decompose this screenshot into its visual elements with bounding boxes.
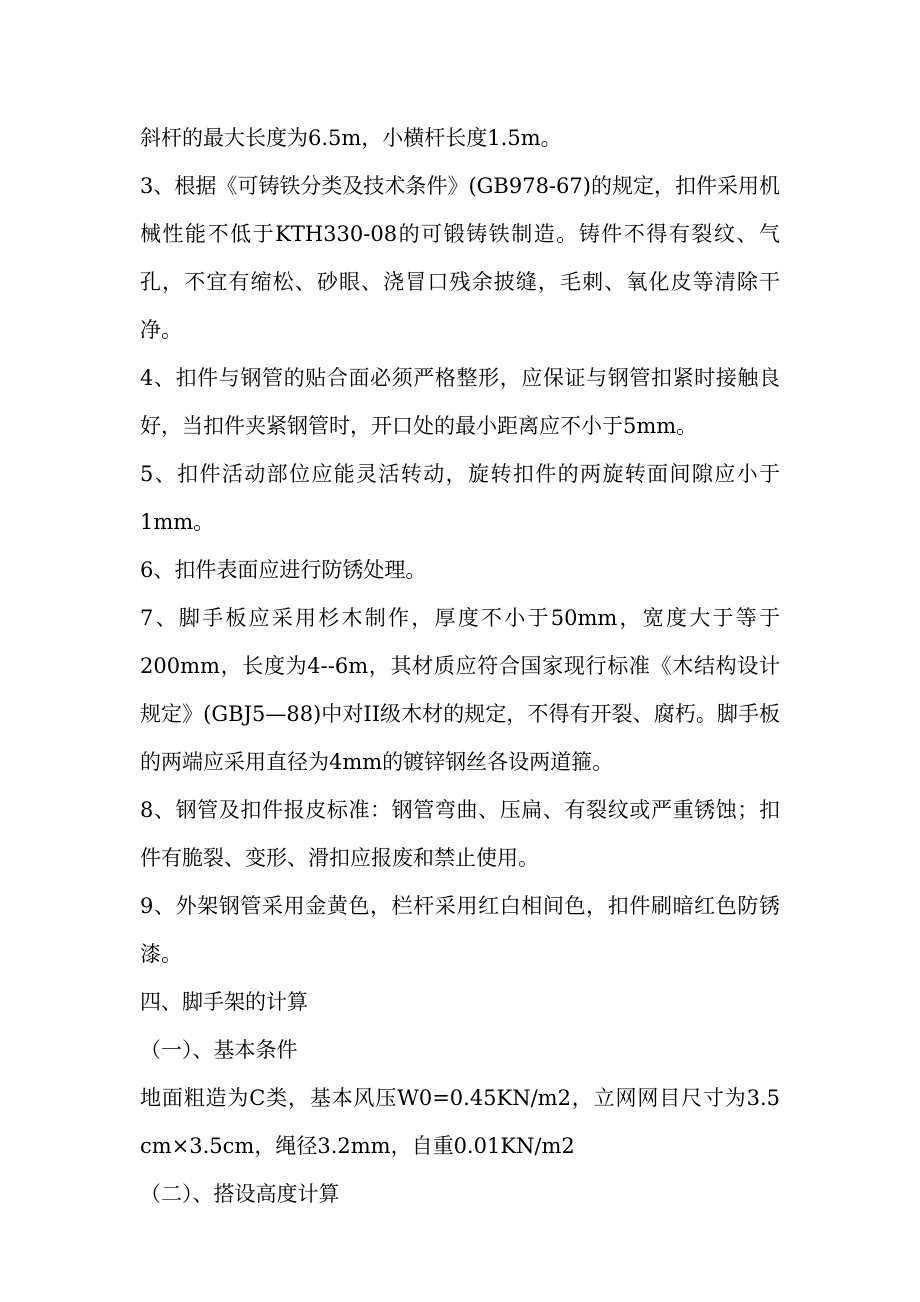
paragraph-6-anti-rust: 6、扣件表面应进行防锈处理。 [140,558,427,582]
subsection-heading-basic-conditions: （一）、基本条件 [140,1038,298,1062]
section-heading-calculation: 四、脚手架的计算 [140,990,308,1014]
paragraph-diagonal-rod-length: 斜杆的最大长度为6.5m，小横杆长度1.5m。 [140,126,562,150]
paragraph-4-fastener-contact-surface: 4、扣件与钢管的贴合面必须严格整形，应保证与钢管扣紧时接触良好，当扣件夹紧钢管时，开口处的最小距离应不小于5mm。 [140,366,780,438]
paragraph-5-fastener-rotation: 5、扣件活动部位应能灵活转动，旋转扣件的两旋转面间隙应小于1mm。 [140,462,780,534]
paragraph-7-scaffold-board: 7、脚手板应采用杉木制作，厚度不小于50mm，宽度大于等于200mm，长度为4--6m，其材质应符合国家现行标准《木结构设计规定》(GBJ5—88)中对II级木材的规定，不得有开裂、腐朽。脚手板的两端应采用直径为4mm的镀锌钢丝各设两道箍。 [140,606,780,774]
document-page [140,114,780,1218]
paragraph-8-scrap-standard: 8、钢管及扣件报皮标准：钢管弯曲、压扁、有裂纹或严重锈蚀；扣件有脆裂、变形、滑扣应报废和禁止使用。 [140,798,780,870]
paragraph-wind-pressure: 地面粗造为C类，基本风压W0=0.45KN/m2，立网网目尺寸为3.5 cm×3.5cm，绳径3.2mm，自重0.01KN/m2 [140,1086,780,1158]
paragraph-3-malleable-iron-fasteners: 3、根据《可铸铁分类及技术条件》(GB978-67)的规定，扣件采用机械性能不低于KTH330-08的可锻铸铁制造。铸件不得有裂纹、气孔，不宜有缩松、砂眼、浇冒口残余披缝，毛刺、氧化皮等清除干净。 [140,174,780,342]
subsection-heading-height-calculation: （二）、搭设高度计算 [140,1182,340,1206]
paragraph-9-paint-colors: 9、外架钢管采用金黄色，栏杆采用红白相间色，扣件刷暗红色防锈漆。 [140,894,780,966]
